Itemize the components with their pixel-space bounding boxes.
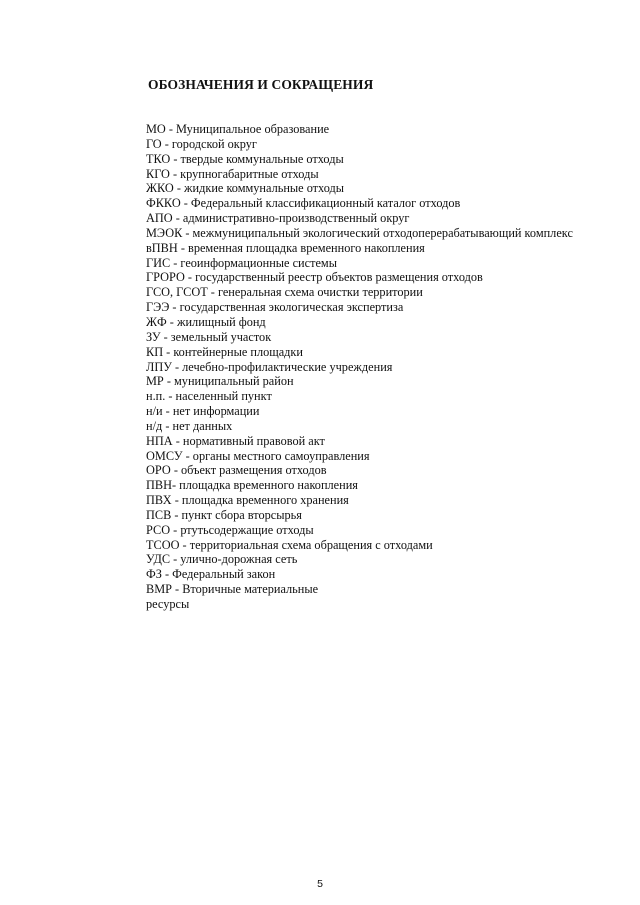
list-item: МР - муниципальный район (146, 374, 294, 389)
list-item: ОРО - объект размещения отходов (146, 463, 327, 478)
list-item: РСО - ртутьсодержащие отходы (146, 522, 314, 537)
list-item: ГИС - геоинформационные системы (146, 255, 337, 270)
list-item: ТСОО - территориальная схема обращения с отходами (146, 537, 433, 552)
list-item: АПО - административно-производственный округ (146, 211, 410, 226)
list-item: НПА - нормативный правовой акт (146, 433, 325, 448)
list-item: ГЭЭ - государственная экологическая экспертиза (146, 300, 404, 315)
list-item: ВМР - Вторичные материальные (146, 582, 319, 597)
page-number: 5 (317, 878, 323, 890)
list-item: ЗУ - земельный участок (146, 329, 272, 344)
page-title: ОБОЗНАЧЕНИЯ И СОКРАЩЕНИЯ (148, 77, 374, 92)
list-item: н/д - нет данных (146, 418, 233, 433)
list-item: КГО - крупногабаритные отходы (146, 166, 319, 181)
list-item: ПВХ - площадка временного хранения (146, 493, 349, 508)
list-item: КП - контейнерные площадки (146, 344, 303, 359)
list-item: ПСВ - пункт сбора вторсырья (146, 507, 302, 522)
list-item: ОМСУ - органы местного самоуправления (146, 448, 370, 463)
list-item: ГО - городской округ (146, 136, 257, 151)
list-item: вПВН - временная площадка временного накопления (146, 240, 425, 255)
list-item: МО - Муниципальное образование (146, 122, 330, 136)
list-item: ПВН- площадка временного накопления (146, 478, 358, 493)
list-item: ФЗ - Федеральный закон (146, 567, 276, 582)
list-item: МЭОК - межмуниципальный экологический отходоперерабатывающий комплекс (146, 225, 573, 240)
list-item: н/и - нет информации (146, 404, 260, 419)
list-item: ЛПУ - лечебно-профилактические учреждения (146, 359, 393, 374)
list-item: ресурсы (146, 597, 190, 611)
list-item: ГРОРО - государственный реестр объектов размещения отходов (146, 270, 483, 285)
list-item: ФККО - Федеральный классификационный каталог отходов (146, 196, 461, 211)
list-item: ЖФ - жилищный фонд (146, 314, 266, 329)
abbreviation-list (146, 122, 573, 612)
list-item: ГСО, ГСОТ - генеральная схема очистки территории (146, 285, 423, 300)
list-item: ЖКО - жидкие коммунальные отходы (146, 181, 345, 196)
list-item: н.п. - населенный пункт (146, 389, 272, 404)
list-item: УДС - улично-дорожная сеть (146, 552, 298, 567)
list-item: ТКО - твердые коммунальные отходы (146, 151, 344, 166)
